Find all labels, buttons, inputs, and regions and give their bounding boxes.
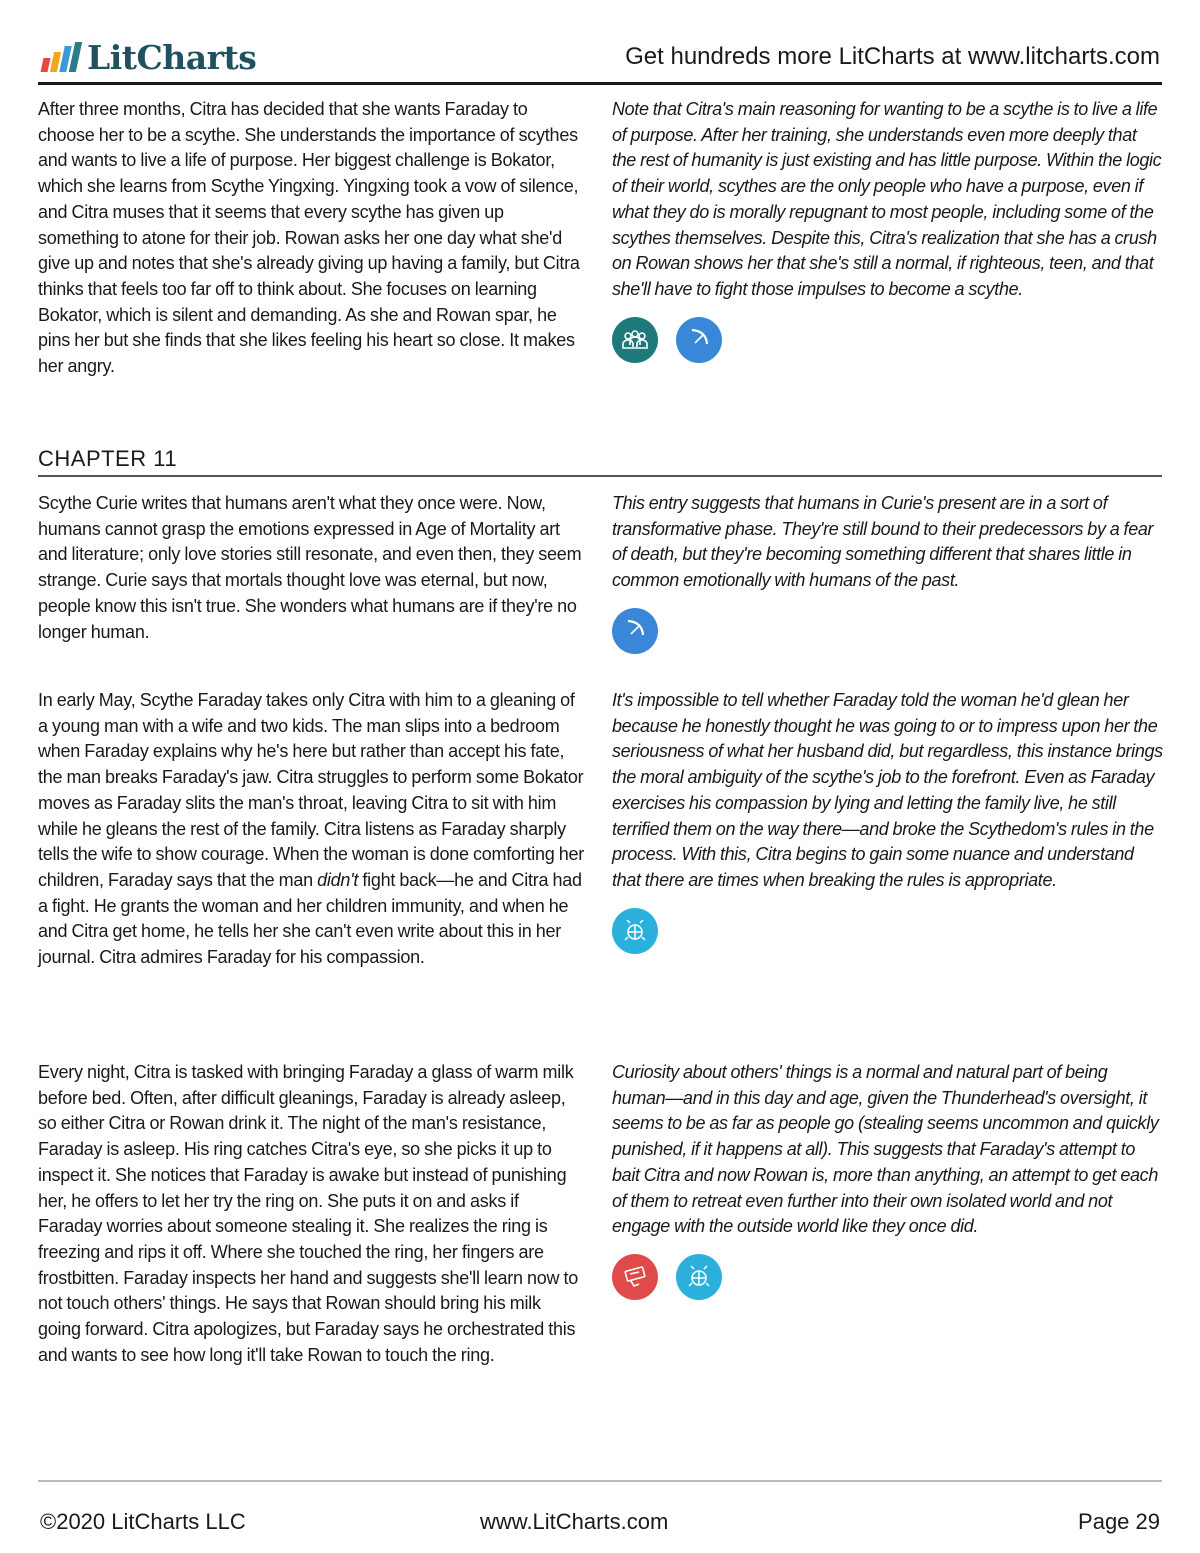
summary-paragraph: Scythe Curie writes that humans aren't what they once were. Now, humans cannot grasp the emotions expressed in Age of Mortality art and literature; only love stories still resonate, and even then, they seem strange. Curie says that mortals thought love was eternal, but now, people know this isn't true. She wonders what humans are if they're no longer human. <box>38 493 582 642</box>
summary-paragraph: Every night, Citra is tasked with bringing Faraday a glass of warm milk before bed. Often, after difficult gleanings, Faraday is already asleep, so either Citra or Rowan drink it. The night of the man's resistance, Faraday is asleep. His ring catches Citra's eye, so she picks it up to inspect it. She notices that Faraday is awake but instead of punishing her, he offers to let her try the ring on. She puts it on and asks if Faraday worries about someone stealing it. She realizes the ring is freezing and rips it off. Where she touched the ring, her fingers are frostbitten. Faraday inspects her hand and suggests she'll learn now to not touch others' things. He says that Rowan should bring his milk going forward. Citra apologizes, but Faraday says he orchestrated this and wants to see how long it'll take Rowan to touch the ring. <box>38 1062 579 1365</box>
technology-icon[interactable] <box>612 1254 658 1300</box>
theme-icons <box>612 317 1164 363</box>
analysis-paragraph: Note that Citra's main reasoning for wanting to be a scythe is to live a life of purpose. After her training, she understands even more deeply that the rest of humanity is just existing and has little purpose. Within the logic of their world, scythes are the only people who have a purpose, even if what they do is morally repugnant to most people, including some of the scythes themselves. Despite this, Citra's realization that she has a crush on Rowan shows her that she's still a normal, if righteous, teen, and that she'll have to fight those impulses to become a scythe. <box>612 99 1162 299</box>
analysis-text <box>612 688 1164 954</box>
summary-text-part: In early May, Scythe Faraday takes only Citra with him to a gleaning of a young man with a wife and two kids. The man slips into a bedroom when Faraday explains why he's here but rather than accept his fate, the man breaks Faraday's jaw. Citra struggles to perform some Bokator moves as Faraday slits the man's throat, leaving Citra to sit with him while he gleans the rest of the family. Citra listens as Faraday sharply tells the wife to show courage. When the woman is done comforting her children, Faraday says that the man <box>38 690 585 890</box>
summary-text-part: fight back—he and Citra had a fight. He grants the woman and her children immunity, and when he and Citra get home, he tells her she can't even write about this in her journal. Citra admires Faraday for his compassion. <box>38 869 582 968</box>
order-chaos-icon[interactable] <box>612 908 658 954</box>
page-footer <box>38 1480 1162 1542</box>
footer-url-link[interactable]: www.LitCharts.com <box>480 1509 669 1534</box>
summary-text <box>38 1060 586 1368</box>
litcharts-logo[interactable] <box>42 36 256 76</box>
order-chaos-icon[interactable] <box>676 1254 722 1300</box>
analysis-text <box>612 1060 1164 1300</box>
analysis-paragraph: This entry suggests that humans in Curie's present are in a sort of transformative phase. They're still bound to their predecessors by a fear of death, but they're becoming something different that shares little in common emotionally with humans of the past. <box>612 493 1154 591</box>
theme-icons <box>612 608 1164 654</box>
promo-link[interactable]: Get hundreds more LitCharts at www.litcharts.com <box>625 43 1160 70</box>
summary-paragraph: After three months, Citra has decided that she wants Faraday to choose her to be a scythe. She understands the importance of scythes and wants to live a life of purpose. Her biggest challenge is Bokator, which she learns from Scythe Yingxing. Yingxing took a vow of silence, and Citra muses that it seems that every scythe has given up something to atone for their job. Rowan asks her one day what she'd give up and notes that she's already giving up having a family, but Citra thinks that feels too far off to think about. She focuses on learning Bokator, which is silent and demanding. As she and Rowan spar, he pins her but she finds that she likes feeling his heart so close. It makes her angry. <box>38 99 580 377</box>
theme-icons <box>612 1254 1164 1300</box>
summary-text <box>38 688 586 971</box>
logo-bars-icon <box>42 42 79 76</box>
analysis-paragraph: Curiosity about others' things is a normal and natural part of being human—and in this day and age, given the Thunderhead's oversight, it seems to be as far as people go (stealing seems uncommon and quickly punished, if it happens at all). This suggests that Faraday's attempt to bait Citra and now Rowan is, more than anything, an attempt to get each of them to retreat even further into their own isolated world and not engage with the outside world like they once did. <box>612 1062 1159 1237</box>
summary-text <box>38 491 586 645</box>
summary-paragraph <box>38 688 586 971</box>
chapter-heading: CHAPTER 11 <box>38 444 1162 477</box>
logo-text: LitCharts <box>87 38 257 77</box>
page-header <box>38 30 1162 85</box>
community-icon[interactable] <box>612 317 658 363</box>
scythe-icon[interactable] <box>676 317 722 363</box>
theme-icons <box>612 908 1164 954</box>
scythe-icon[interactable] <box>612 608 658 654</box>
analysis-text <box>612 97 1164 363</box>
page-number: Page 29 <box>1078 1509 1160 1534</box>
copyright-text: ©2020 LitCharts LLC <box>40 1509 246 1534</box>
analysis-paragraph: It's impossible to tell whether Faraday told the woman he'd glean her because he honestly thought he was going to or to impress upon her the seriousness of what her husband did, but regardless, this instance brings the moral ambiguity of the scythe's job to the forefront. Even as Faraday exercises his compassion by lying and letting the family live, he still terrified them on the way there—and broke the Scythedom's rules in the process. With this, Citra begins to gain some nuance and understand that there are times when breaking the rules is appropriate. <box>612 690 1163 890</box>
summary-text <box>38 97 586 380</box>
summary-emphasis: didn't <box>317 869 359 890</box>
analysis-text <box>612 491 1164 654</box>
